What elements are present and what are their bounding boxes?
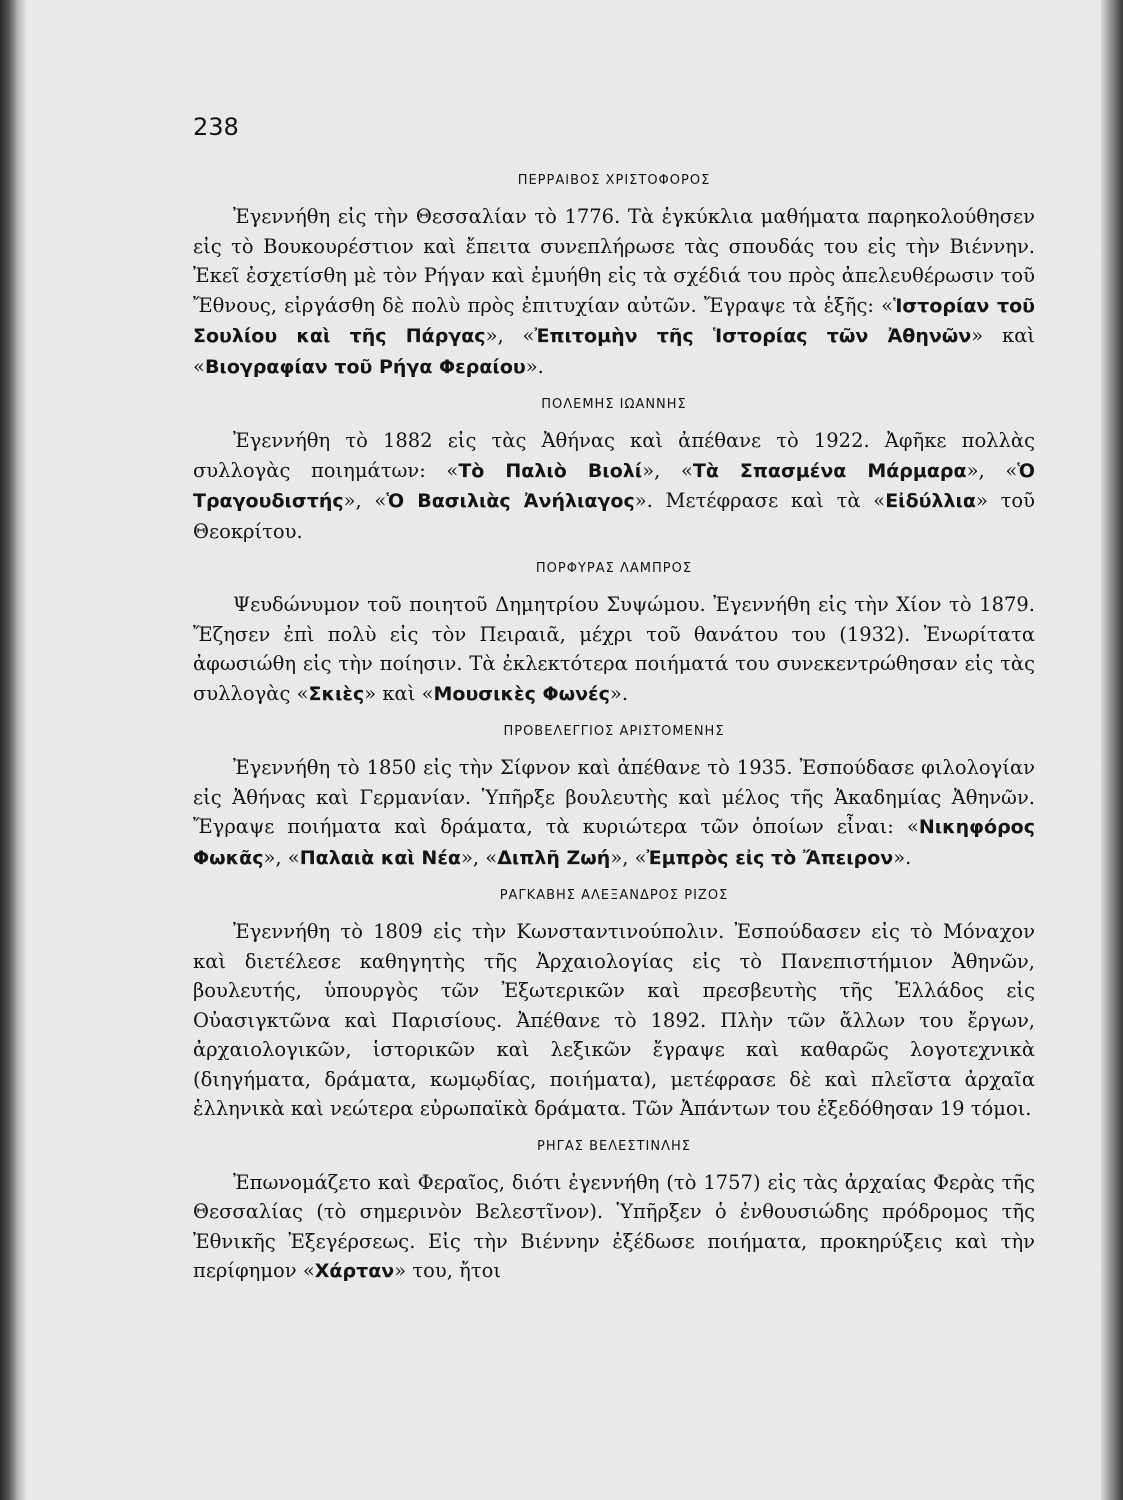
work-title: Τὸ Παλιὸ Βιολί — [458, 459, 643, 482]
text-segment: Ψευδώνυμον τοῦ ποιητοῦ Δημητρίου Συψώμου. Ἐγεννήθη εἰς τὴν Χίον τὸ 1879. Ἔζησεν ἐπὶ πολὺ εἰς τὸν Πειραιᾶ, μέχρι τοῦ θανάτου του (1932). Ἐνωρίτατα ἀφωσιώθη εἰς τὴν ποίησιν. Τὰ ἐκλεκτότερα ποιήματά του συνεκεντρώθησαν εἰς τὰς συλλογὰς « — [193, 593, 1035, 705]
entry-body — [193, 426, 1035, 546]
entry-heading: ΠΟΛΕΜΗΣ ΙΩΑΝΝΗΣ — [541, 397, 687, 412]
entry-porfyras — [193, 558, 1035, 709]
text-segment: » του, ἤτοι — [394, 1259, 501, 1282]
entry-body — [193, 590, 1035, 709]
work-title: Σκιὲς — [308, 682, 365, 705]
work-title: Ἱστορίαν τοῦ Σουλίου καὶ τῆς Πάργας — [193, 294, 1035, 347]
text-segment: », « — [460, 845, 498, 869]
entry-body — [193, 753, 1035, 873]
entry-heading: ΡΗΓΑΣ ΒΕΛΕΣΤΙΝΛΗΣ — [537, 1138, 691, 1154]
work-title: Εἰδύλλια — [885, 490, 976, 512]
entry-perraivos — [193, 170, 1035, 382]
text-segment: » καὶ « — [364, 681, 434, 705]
text-segment: Ἐγεννήθη τὸ 1882 εἰς τὰς Ἀθήνας καὶ ἀπέθανε τὸ 1922. Ἀφῆκε πολλὰς συλλογὰς ποιημάτων: « — [193, 429, 1035, 482]
text-segment: », « — [485, 324, 535, 347]
entry-body — [193, 1168, 1035, 1287]
text-segment: Ἐγεννήθη τὸ 1809 εἰς τὴν Κωνσταντινούπολιν. Ἐσπούδασεν εἰς τὸ Μόναχον καὶ διετέλεσε καθηγητὴς τῆς Ἀρχαιολογίας εἰς τὸ Πανεπιστήμιον Ἀθηνῶν, βουλευτής, ὑπουργὸς τῶν Ἐξωτερικῶν καὶ πρεσβευτὴς τῆς Ἑλλάδος εἰς Οὐασιγκτῶνα καὶ Παρισίους. Ἀπέθανε τὸ 1892. Πλὴν τῶν ἄλλων του ἔργων, ἀρχαιολογικῶν, ἱστορικῶν καὶ λεξικῶν ἔγραψε καὶ καθαρῶς λογοτεχνικὰ (διηγήματα, δράματα, κωμῳδίας, ποιήματα), μετέφρασε δὲ καὶ πλεῖστα ἀρχαῖα ἑλληνικὰ καὶ νεώτερα εὐρωπαϊκὰ δράματα. Τῶν Ἀπάντων του ἐξεδόθησαν 19 τόμοι. — [193, 920, 1035, 1120]
text-segment: » τοῦ Θεοκρίτου. — [193, 489, 1035, 543]
entry-provelengios — [193, 721, 1035, 873]
text-segment: ». — [893, 845, 912, 869]
page-content — [193, 112, 1035, 1299]
work-title: Βιογραφίαν τοῦ Ρήγα Φεραίου — [204, 355, 526, 378]
work-title: Ἐπιτομὴν τῆς Ἱστορίας τῶν Ἀθηνῶν — [534, 325, 972, 347]
work-title: Νικηφόρος Φωκᾶς — [193, 816, 1035, 869]
entry-heading: ΡΑΓΚΑΒΗΣ ΑΛΕΞΑΝΔΡΟΣ ΡΙΖΟΣ — [499, 888, 729, 903]
text-segment: », « — [966, 458, 1018, 482]
entry-body — [193, 202, 1035, 382]
text-segment: ». Μετέφρασε καὶ τὰ « — [634, 489, 886, 512]
work-title: Παλαιὰ καὶ Νέα — [299, 846, 461, 869]
text-segment: Ἐπωνομάζετο καὶ Φεραῖος, διότι ἐγεννήθη (τὸ 1757) εἰς τὰς ἀρχαίας Φερὰς τῆς Θεσσαλίας (τὸ σημερινὸν Βελεστῖνον). Ὑπῆρξεν ὁ ἐνθουσιώδης πρόδρομος τῆς Ἐθνικῆς Ἐξεγέρσεως. Εἰς τὴν Βιέννην ἐξέδωσε ποιήματα, προκηρύξεις καὶ τὴν περίφημον « — [193, 1170, 1035, 1282]
entry-heading: ΠΟΡΦΥΡΑΣ ΛΑΜΠΡΟΣ — [535, 561, 693, 576]
entry-polemis — [193, 394, 1035, 546]
page-number: 238 — [193, 113, 239, 141]
page-edge-shadow — [1101, 0, 1123, 1500]
text-segment: », « — [642, 458, 693, 482]
entry-body — [193, 917, 1035, 1124]
text-segment: Ἐγεννήθη εἰς τὴν Θεσσαλίαν τὸ 1776. Τὰ ἐγκύκλια μαθήματα παρηκολούθησεν εἰς τὸ Βουκουρέστιον καὶ ἔπειτα συνεπλήρωσε τὰς σπουδάς του εἰς τὴν Βιέννην. Ἐκεῖ ἐσχετίσθη μὲ τὸν Ρήγαν καὶ ἐμυήθη εἰς τὰ σχέδιά του πρὸς ἀπελευθέρωσιν τοῦ Ἔθνους, εἰργάσθη δὲ πολὺ πρὸς ἐπιτυχίαν αὐτῶν. Ἔγραψε τὰ ἑξῆς: « — [193, 205, 1035, 317]
text-segment: ». — [609, 681, 629, 705]
entry-rigas — [193, 1136, 1035, 1287]
book-spine-shadow — [0, 0, 26, 1500]
entry-heading: ΠΡΟΒΕΛΕΓΓΙΟΣ ΑΡΙΣΤΟΜΕΝΗΣ — [503, 724, 725, 739]
entry-rangavis — [193, 885, 1035, 1124]
entry-heading: ΠΕΡΡΑΙΒΟΣ ΧΡΙΣΤΟΦΟΡΟΣ — [517, 173, 711, 188]
work-title: Ἐμπρὸς εἰς τὸ Ἄπειρον — [646, 846, 894, 869]
text-segment: » καὶ « — [193, 324, 1036, 378]
work-title: Διπλῆ Ζωή — [497, 846, 611, 869]
text-segment: Ἐγεννήθη τὸ 1850 εἰς τὴν Σίφνον καὶ ἀπέθανε τὸ 1935. Ἐσπούδασε φιλολογίαν εἰς Ἀθήνας καὶ Γερμανίαν. Ὑπῆρξε βουλευτὴς καὶ μέλος τῆς Ἀκαδημίας Ἀθηνῶν. Ἔγραψε ποιήματα καὶ δράματα, τὰ κυριώτερα τῶν ὁποίων εἶναι: « — [193, 756, 1035, 838]
work-title: Τὰ Σπασμένα Μάρμαρα — [692, 459, 967, 482]
text-segment: ». — [525, 354, 544, 378]
work-title: Ὁ Τραγουδιστής — [193, 459, 1035, 512]
text-segment: », « — [263, 845, 300, 869]
work-title: Χάρταν — [314, 1260, 395, 1282]
text-segment: », « — [610, 845, 647, 869]
text-segment: », « — [343, 489, 387, 512]
work-title: Μουσικὲς Φωνές — [433, 682, 610, 705]
work-title: Ὁ Βασιλιὰς Ἀνήλιαγος — [386, 490, 635, 512]
